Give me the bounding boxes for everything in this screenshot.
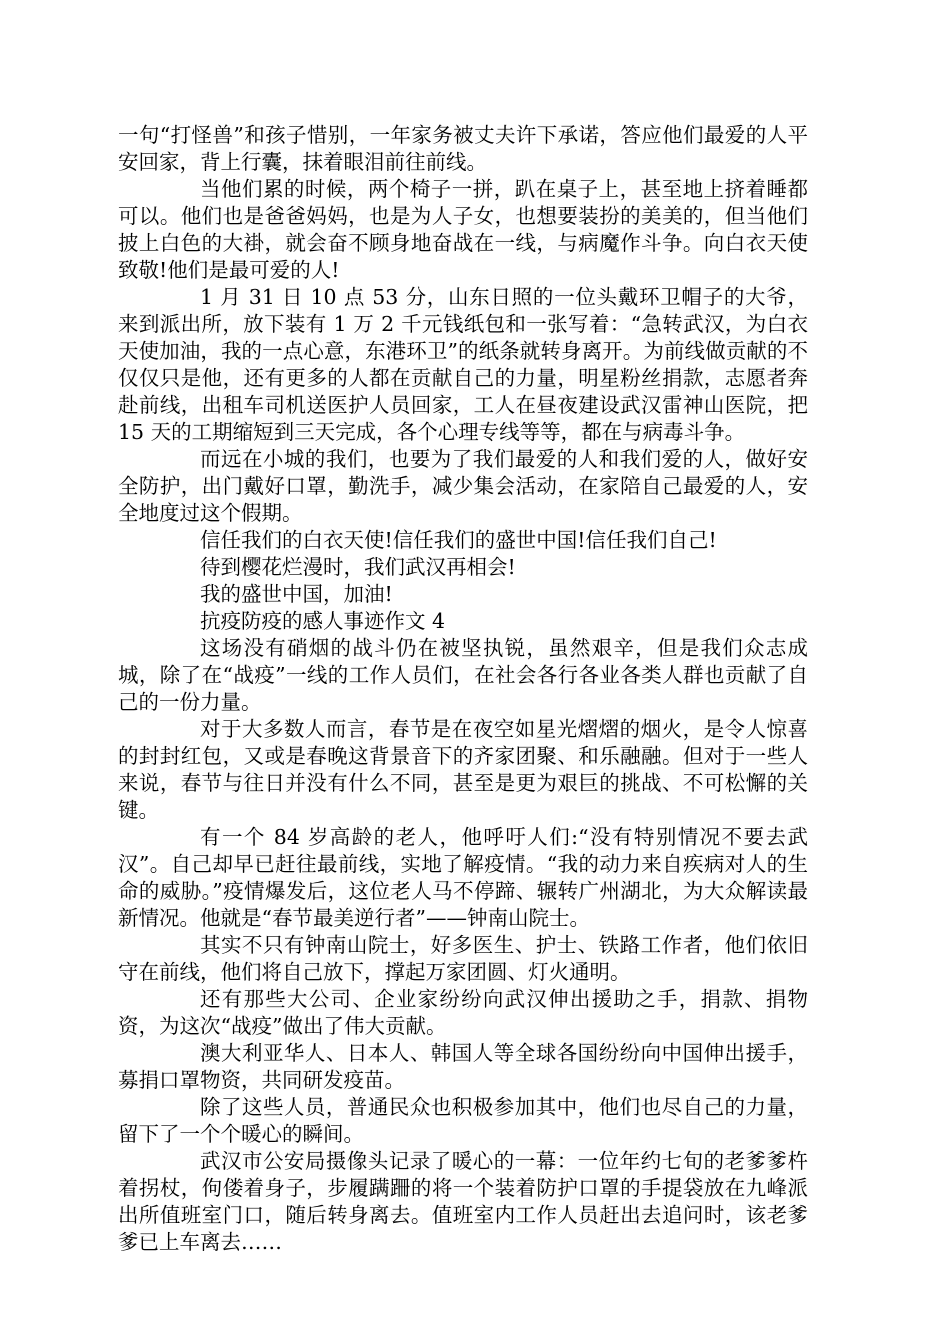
paragraph-11: 有一个 84 岁高龄的老人，他呼吁人们:“没有特别情况不要去武汉”。自己却早已赶往最前线，实地了解疫情。“我的动力来自疾病对人的生命的威胁。”疫情爆发后，这位老人马不停蹄、辗转广州湖北，为大众解读最新情况。他就是“春节最美逆行者”——钟南山院士。: [118, 825, 808, 930]
paragraph-13: 还有那些大公司、企业家纷纷向武汉伸出援助之手，捐款、捐物资，为这次“战疫”做出了伟大贡献。: [118, 987, 808, 1038]
paragraph-4: 而远在小城的我们，也要为了我们最爱的人和我们爱的人，做好安全防护，出门戴好口罩，勤洗手，减少集会活动，在家陪自己最爱的人，安全地度过这个假期。: [118, 447, 808, 525]
paragraph-5: 信任我们的白衣天使!信任我们的盛世中国!信任我们自己!: [200, 528, 717, 552]
paragraph-2: 当他们累的时候，两个椅子一拼，趴在桌子上，甚至地上挤着睡都可以。他们也是爸爸妈妈，也是为人子女，也想要装扮的美美的，但当他们披上白色的大褂，就会奋不顾身地奋战在一线，与病魔作斗争。向白衣天使致敬!他们是最可爱的人!: [118, 177, 808, 282]
paragraph-14: 澳大利亚华人、日本人、韩国人等全球各国纷纷向中国伸出援手，募捐口罩物资，共同研发疫苗。: [118, 1041, 808, 1092]
section-title: 抗疫防疫的感人事迹作文 4: [200, 609, 446, 633]
paragraph-10: 对于大多数人而言，春节是在夜空如星光熠熠的烟火，是令人惊喜的封封红包，又或是春晚这背景音下的齐家团聚、和乐融融。但对于一些人来说，春节与往日并没有什么不同，甚至是更为艰巨的挑战、不可松懈的关键。: [118, 717, 808, 822]
document-page: [118, 122, 808, 1256]
paragraph-15: 除了这些人员，普通民众也积极参加其中，他们也尽自己的力量，留下了一个个暖心的瞬间。: [118, 1095, 808, 1146]
paragraph-1: 一句“打怪兽”和孩子惜别，一年家务被丈夫许下承诺，答应他们最爱的人平安回家，背上行囊，抹着眼泪前往前线。: [118, 123, 808, 174]
paragraph-6: 待到樱花烂漫时，我们武汉再相会!: [200, 555, 516, 579]
paragraph-16: 武汉市公安局摄像头记录了暖心的一幕：一位年约七旬的老爹爹杵着拐杖，佝偻着身子，步履蹒跚的将一个装着防护口罩的手提袋放在九峰派出所值班室门口，随后转身离去。值班室内工作人员赶出去追问时，该老爹爹已上车离去……: [118, 1149, 808, 1254]
paragraph-3: 1 月 31 日 10 点 53 分，山东日照的一位头戴环卫帽子的大爷，来到派出所，放下装有 1 万 2 千元钱纸包和一张写着：“急转武汉，为白衣天使加油，我的一点心意，东港环卫”的纸条就转身离开。为前线做贡献的不仅仅只是他，还有更多的人都在贡献自己的力量，明星粉丝捐款，志愿者奔赴前线，出租车司机送医护人员回家，工人在昼夜建设武汉雷神山医院，把 15 天的工期缩短到三天完成，各个心理专线等等，都在与病毒斗争。: [118, 285, 808, 444]
paragraph-12: 其实不只有钟南山院士，好多医生、护士、铁路工作者，他们依旧守在前线，他们将自己放下，撑起万家团圆、灯火通明。: [118, 933, 808, 984]
paragraph-7: 我的盛世中国，加油!: [200, 582, 393, 606]
paragraph-9: 这场没有硝烟的战斗仍在被坚执锐，虽然艰辛，但是我们众志成城，除了在“战疫”一线的工作人员们，在社会各行各业各类人群也贡献了自己的一份力量。: [118, 636, 808, 714]
